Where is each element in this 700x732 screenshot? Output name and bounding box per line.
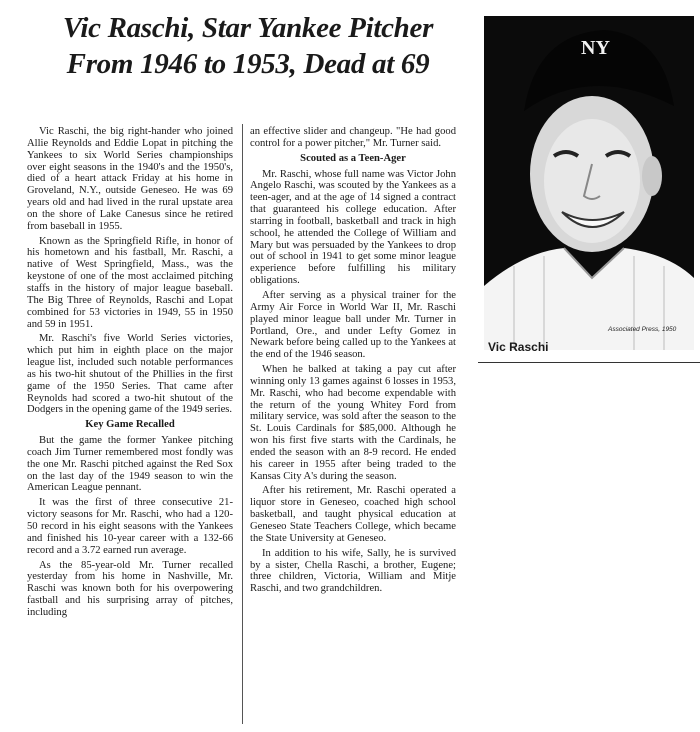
article-column-1 — [27, 126, 233, 622]
paragraph: After serving as a physical trainer for the Army Air Force in World War II, Mr. Raschi played minor league ball under Mr. Turner in Portland, Ore., and under Lefty Gomez in Newark before being called up to the Yankees at the end of the 1946 season. — [250, 289, 456, 361]
column-divider — [242, 124, 243, 724]
paragraph: Known as the Springfield Rifle, in honor of his hometown and his fastball, Mr. Raschi, a native of West Springfield, Mass., was the keystone of one of the most acclaimed pitching staffs in the history of major league baseball. The Big Three of Reynolds, Raschi and Lopat combined for 53 victories in 1949, 55 in 1950 and 59 in 1951. — [27, 235, 233, 330]
paragraph: It was the first of three consecutive 21-victory seasons for Mr. Raschi, who had a 120-50 record in his eight seasons with the Yankees and finished his 10-year career with a 132-66 record and a 3.72 earned run average. — [27, 497, 233, 556]
paragraph: But the game the former Yankee pitching coach Jim Turner remembered most fondly was the one Mr. Raschi pitched against the Red Sox on the last day of the 1949 season to win the American League pennant. — [27, 435, 233, 494]
paragraph: When he balked at taking a pay cut after winning only 13 games against 6 losses in 1953, Mr. Raschi, who had become expendable with the return of the young Whitey Ford from military service, was sold after the season to the St. Louis Cardinals for $85,000. Although he won his first five starts with the Cardinals, he ended the season with an 8-9 record. He ended his career in 1955 after being traded to the Kansas City A's during the season. — [250, 364, 456, 482]
paragraph: In addition to his wife, Sally, he is survived by a sister, Chella Raschi, a brother, Eugene; three children, Victoria, William and Mitje Raschi, and two grandchildren. — [250, 547, 456, 595]
paragraph: Mr. Raschi, whose full name was Victor John Angelo Raschi, was scouted by the Yankees as a teen-ager, and at the age of 14 signed a contract that guaranteed his college education. After starring in football, basketball and track in high school, he attended the College of William and Mary but was persuaded by the Yankees to drop out of school in 1941 to get some minor league experience before fulfilling his military obligations. — [250, 168, 456, 287]
photo-credit: Associated Press, 1950 — [608, 326, 677, 333]
paragraph: Vic Raschi, the big right-hander who joined Allie Reynolds and Eddie Lopat in pitching the Yankees to six World Series championships over eight seasons in the 1940's and the 1950's, died of a heart attack Friday at his home in Groveland, N.Y., outside Geneseo. He was 69 years old and had lived in the rural upstate area on the shore of Lake Canesus since he retired from baseball in 1955. — [27, 126, 233, 232]
photo-caption: Vic Raschi — [488, 340, 549, 354]
paragraph: Mr. Raschi's five World Series victories, which put him in eighth place on the major league list, included such notable performances as his two-hit shutout of the Phillies in the first game of the 1950 Series. That came after Reynolds had scored a two-hit shutout of the Dodgers in the opening game of the 1949 series. — [27, 333, 233, 416]
subheading-scouted: Scouted as a Teen-Ager — [300, 152, 406, 164]
caption-rule — [478, 362, 700, 363]
headline-line-2: From 1946 to 1953, Dead at 69 — [66, 48, 430, 80]
subheading-key-game: Key Game Recalled — [85, 419, 175, 431]
paragraph: As the 85-year-old Mr. Turner recalled yesterday from his home in Nashville, Mr. Raschi was known both for his overpowering fastball and his surprising array of pitches, including — [27, 559, 233, 618]
paragraph-continued: an effective slider and changeup. "He had good control for a power pitcher," Mr. Turner said. — [250, 126, 456, 149]
portrait-illustration — [484, 16, 694, 350]
paragraph: After his retirement, Mr. Raschi operated a liquor store in Geneseo, coached high school basketball, and taught physical education at Geneseo State Teachers College, which became the State University at Geneseo. — [250, 485, 456, 544]
headline — [18, 10, 478, 82]
svg-text:NY: NY — [581, 37, 610, 59]
article-column-2 — [250, 126, 456, 598]
headline-line-1: Vic Raschi, Star Yankee Pitcher — [62, 12, 434, 44]
portrait-photo — [484, 16, 694, 350]
